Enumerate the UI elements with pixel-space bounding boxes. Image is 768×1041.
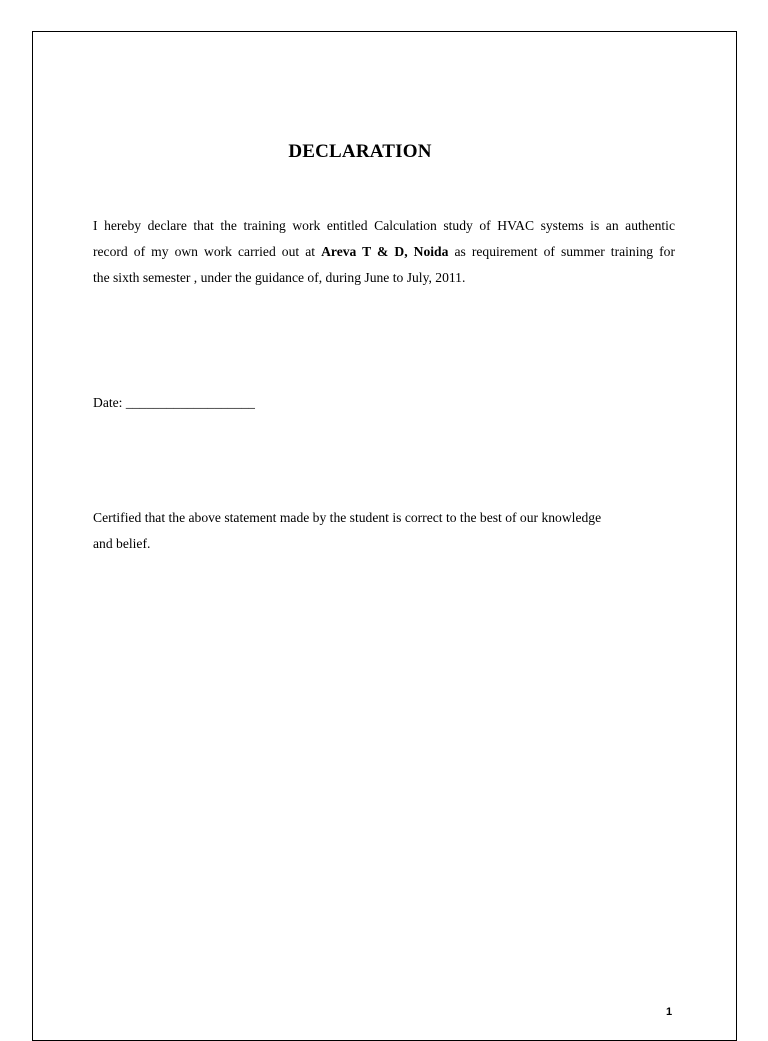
declaration-paragraph	[93, 213, 675, 291]
page-number: 1	[666, 1006, 673, 1018]
declaration-line-2-end: as requirement of summer training for	[448, 244, 675, 259]
certification-line-1: Certified that the above statement made by the student is correct to the best of our knowledge	[93, 510, 602, 525]
date-field: Date: ___________________	[93, 395, 255, 410]
declaration-line-2	[93, 239, 675, 265]
document-title: DECLARATION	[288, 141, 432, 162]
declaration-line-2-start: record of my own work carried out at	[93, 244, 322, 259]
certification-line-2: and belief.	[93, 536, 151, 551]
declaration-line-3: the sixth semester , under the guidance of, during June to July, 2011.	[93, 270, 466, 285]
company-name: Areva T & D, Noida	[321, 244, 449, 259]
declaration-line-1: I hereby declare that the training work entitled Calculation study of HVAC systems is an authentic	[93, 218, 675, 233]
certification-paragraph	[93, 505, 675, 557]
